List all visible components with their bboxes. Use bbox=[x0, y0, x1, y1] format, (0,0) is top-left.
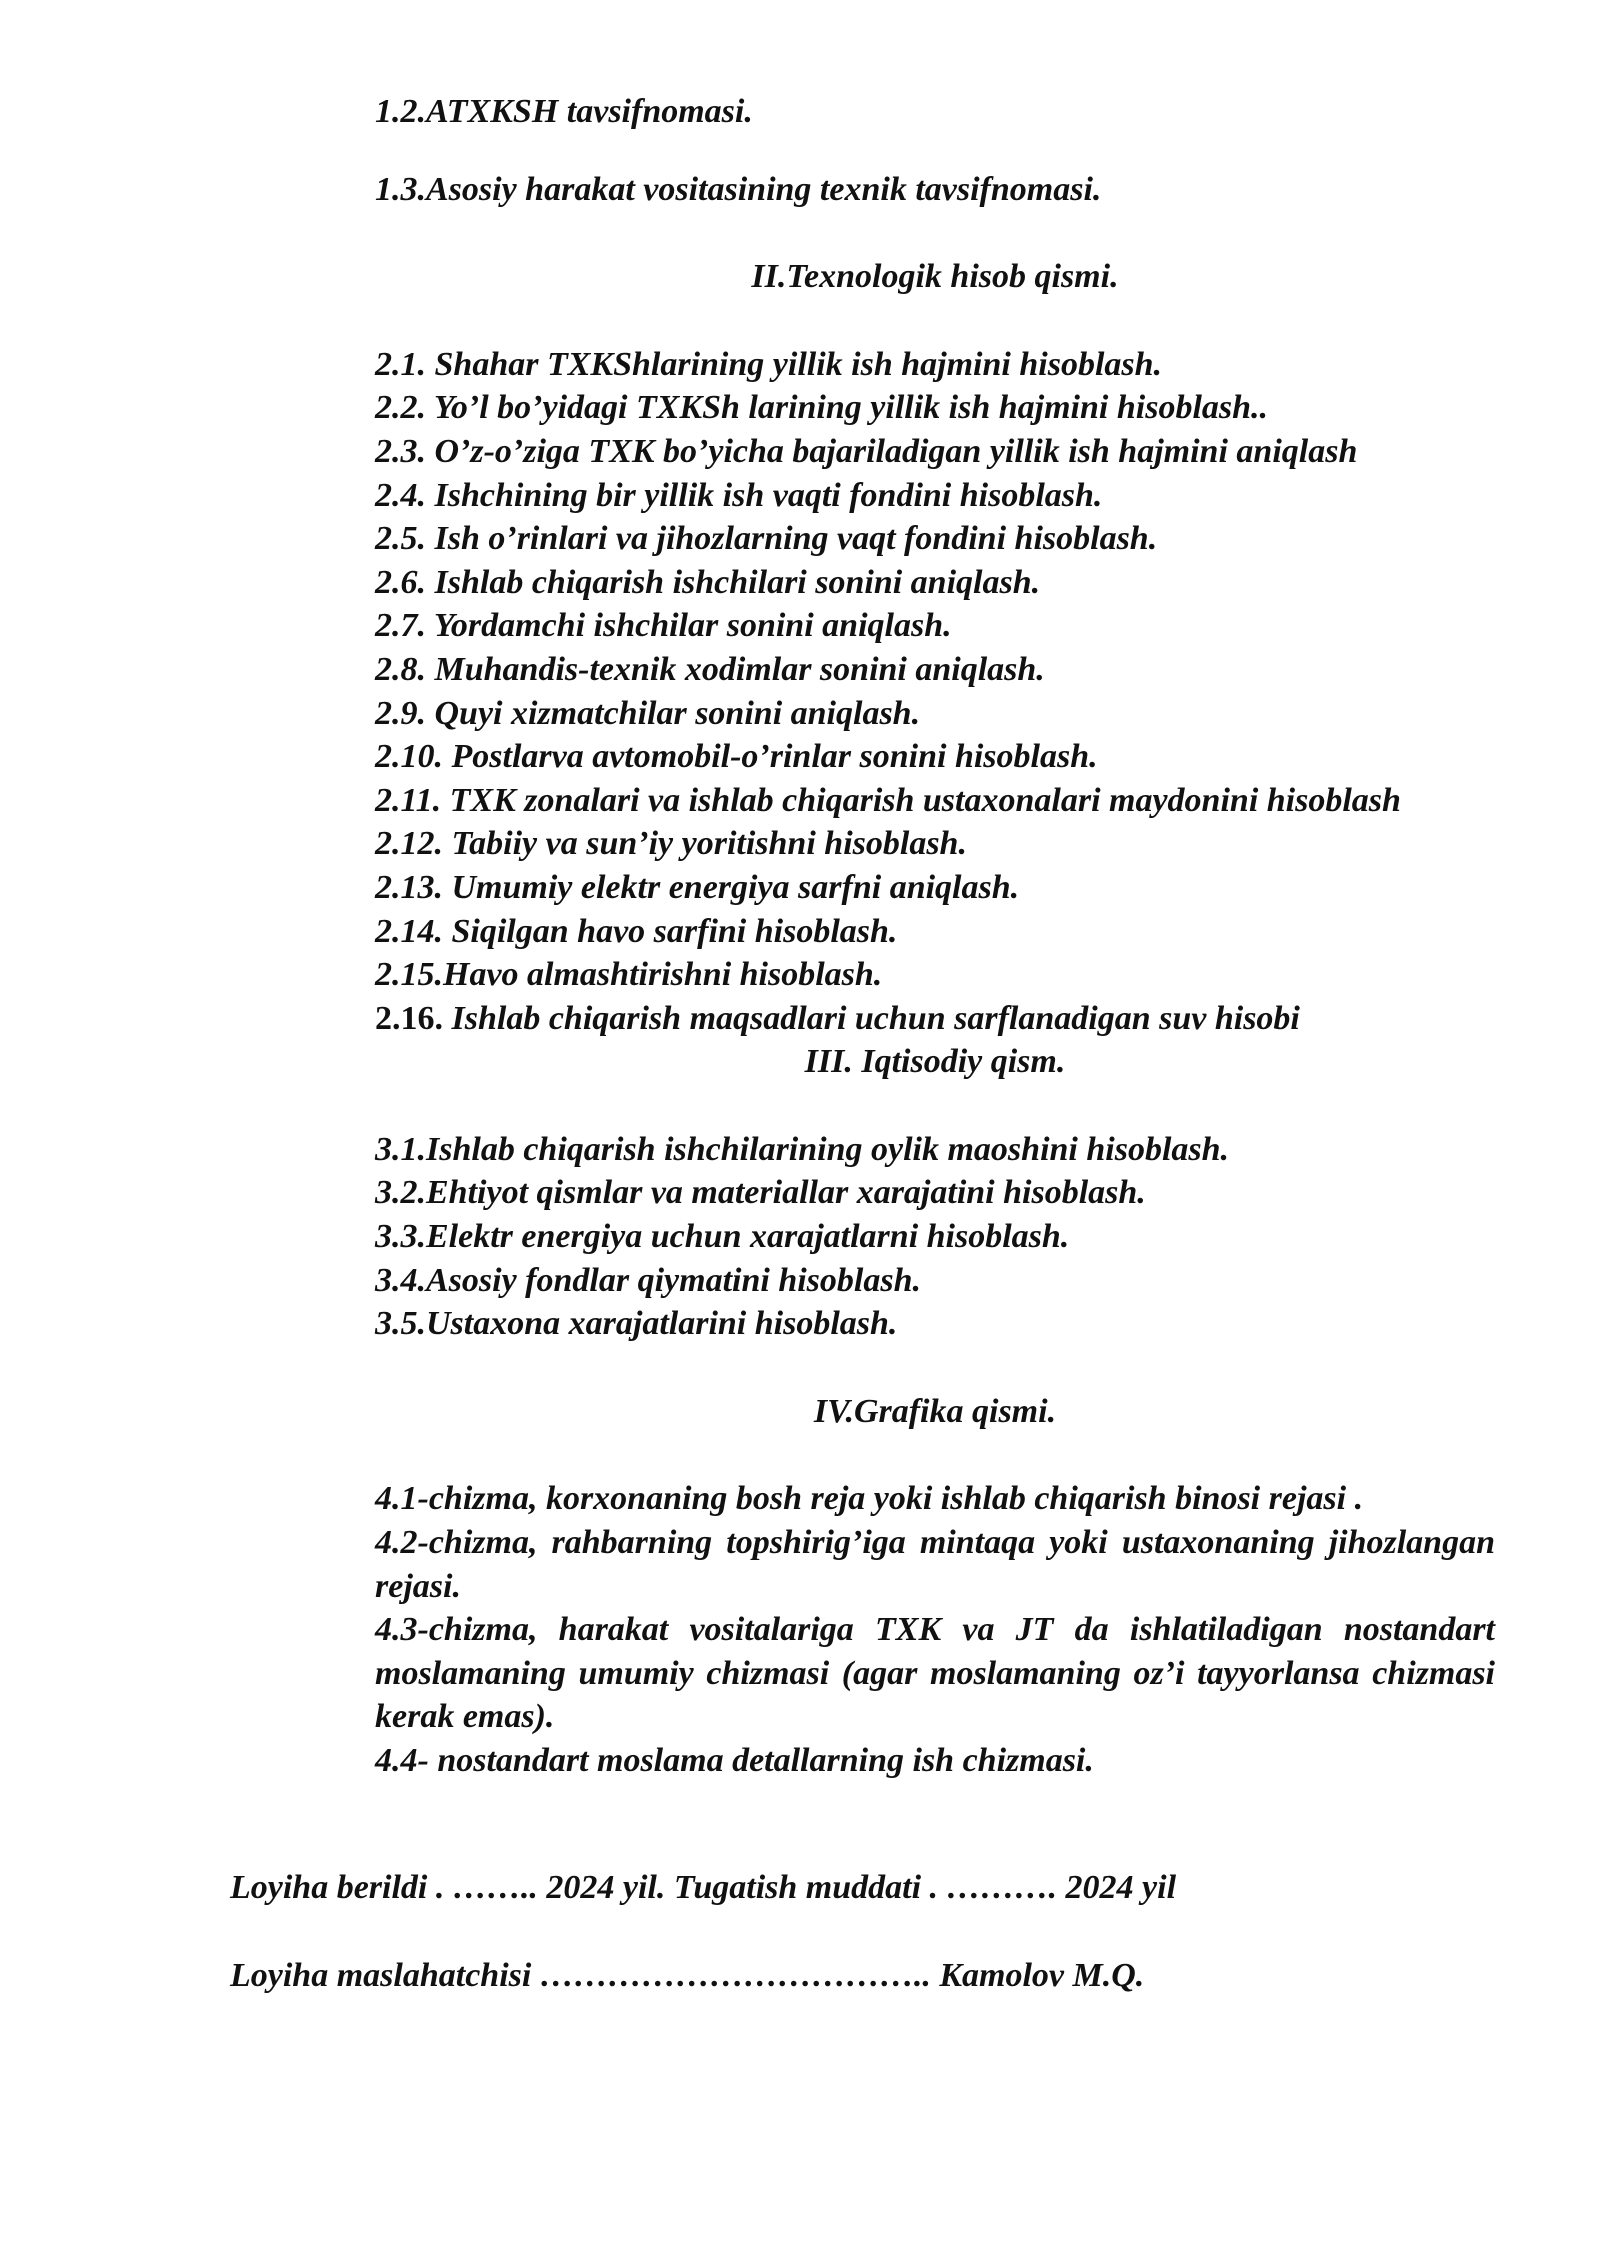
item-2-12: 2.12. Tabiiy va sun’iy yoritishni hisoblash. bbox=[375, 825, 967, 863]
item-3-1: 3.1.Ishlab chiqarish ishchilarining oylik maoshini hisoblash. bbox=[375, 1130, 1230, 1168]
document-content bbox=[375, 90, 1495, 1783]
item-2-16-text: Ishlab chiqarish maqsadlari uchun sarflanadigan suv hisobi bbox=[451, 999, 1300, 1037]
item-2-6: 2.6. Ishlab chiqarish ishchilari sonini aniqlash. bbox=[375, 563, 1041, 601]
item-2-7: 2.7. Yordamchi ishchilar sonini aniqlash. bbox=[375, 607, 952, 645]
item-2-10: 2.10. Postlarva avtomobil-o’rinlar sonini hisoblash. bbox=[375, 738, 1098, 776]
item-2-5: 2.5. Ish o’rinlari va jihozlarning vaqt fondini hisoblash. bbox=[375, 520, 1158, 558]
item-4-2: 4.2-chizma, rahbarning topshirig’iga mintaqa yoki ustaxonaning jihozlangan rejasi. bbox=[375, 1524, 1495, 1605]
item-2-14: 2.14. Siqilgan havo sarfini hisoblash. bbox=[375, 912, 898, 950]
item-3-2: 3.2.Ehtiyot qismlar va materiallar xarajatini hisoblash. bbox=[375, 1174, 1146, 1212]
item-2-13: 2.13. Umumiy elektr energiya sarfni aniqlash. bbox=[375, 868, 1020, 906]
item-3-3: 3.3.Elektr energiya uchun xarajatlarni hisoblash. bbox=[375, 1218, 1070, 1256]
item-2-11: 2.11. TXK zonalari va ishlab chiqarish ustaxonalari maydonini hisoblash bbox=[375, 781, 1401, 819]
item-2-9: 2.9. Quyi xizmatchilar sonini aniqlash. bbox=[375, 694, 921, 732]
section-heading-3: III. Iqtisodiy qism. bbox=[804, 1043, 1066, 1081]
item-2-4: 2.4. Ishchining bir yillik ish vaqti fondini hisoblash. bbox=[375, 476, 1103, 514]
section-heading-2: II.Texnologik hisob qismi. bbox=[751, 258, 1119, 296]
item-1-3: 1.3.Asosiy harakat vositasining texnik tavsifnomasi. bbox=[375, 170, 1102, 208]
item-1-2: 1.2.ATXKSH tavsifnomasi. bbox=[375, 93, 753, 130]
project-advisor-line: Loyiha maslahatchisi …………………………….. Kamolov M.Q. bbox=[230, 1957, 1145, 1994]
item-2-3: 2.3. O’z-o’ziga TXK bo’yicha bajariladigan yillik ish hajmini aniqlash bbox=[375, 432, 1358, 470]
item-4-4: 4.4- nostandart moslama detallarning ish chizmasi. bbox=[375, 1742, 1094, 1779]
item-2-16 bbox=[375, 997, 1495, 1041]
item-2-15: 2.15.Havo almashtirishni hisoblash. bbox=[375, 956, 883, 994]
item-2-16-number: 2.16. bbox=[375, 999, 443, 1037]
item-3-4: 3.4.Asosiy fondlar qiymatini hisoblash. bbox=[375, 1261, 921, 1299]
item-2-2: 2.2. Yo’l bo’yidagi TXKSh larining yillik ish hajmini hisoblash.. bbox=[375, 389, 1269, 427]
item-4-1: 4.1-chizma, korxonaning bosh reja yoki ishlab chiqarish binosi rejasi . bbox=[375, 1480, 1364, 1518]
item-2-8: 2.8. Muhandis-texnik xodimlar sonini aniqlash. bbox=[375, 650, 1045, 688]
item-2-1: 2.1. Shahar TXKShlarining yillik ish hajmini hisoblash. bbox=[375, 345, 1163, 383]
project-issued-line: Loyiha berildi . …….. 2024 yil. Tugatish muddati . ………. 2024 yil bbox=[230, 1869, 1177, 1906]
item-4-3: 4.3-chizma, harakat vositalariga TXK va JT da ishlatiladigan nostandart moslamaning umumiy chizmasi (agar moslamaning oz’i tayyorlansa chizmasi kerak emas). bbox=[375, 1611, 1495, 1736]
item-3-5: 3.5.Ustaxona xarajatlarini hisoblash. bbox=[375, 1305, 898, 1343]
section-heading-4: IV.Grafika qismi. bbox=[813, 1392, 1057, 1430]
